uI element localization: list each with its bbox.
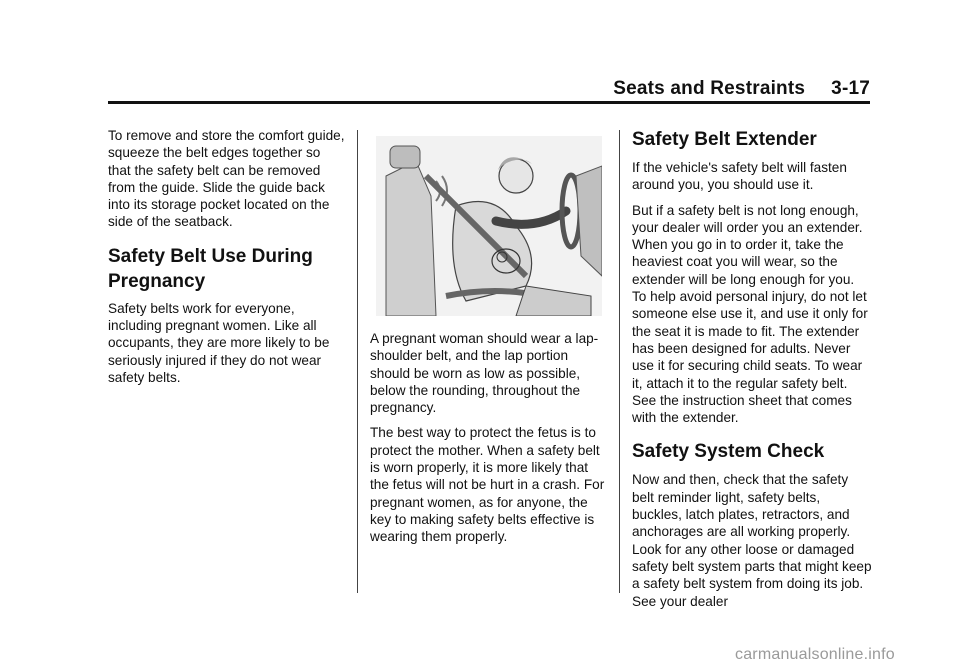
comfort-guide-paragraph: To remove and store the comfort guide, squeeze the belt edges together so that the safety belt can be removed from the guide. Slide the guide back into its storage pocket located on the side of the seatback. (108, 128, 345, 230)
section-title: Seats and Restraints (613, 78, 806, 99)
page-number: 3-17 (831, 78, 870, 99)
heading-pregnancy: Safety Belt Use During Pregnancy (108, 245, 313, 292)
column-divider-1 (357, 130, 358, 593)
extender-intro-paragraph: If the vehicle's safety belt will fasten around you, you should use it. (632, 160, 847, 193)
watermark-text: carmanualsonline.info (735, 646, 895, 663)
pregnancy-paragraph: Safety belts work for everyone, including pregnant women. Like all occupants, they are more likely to be seriously injured if they do not wear safety belts. (108, 300, 330, 385)
header-rule (108, 101, 870, 104)
heading-extender: Safety Belt Extender (632, 129, 817, 150)
column-1 (108, 127, 346, 394)
lap-belt-paragraph: A pregnant woman should wear a lap-shoulder belt, and the lap portion should be worn as low as possible, below the rounding, throughout the pregnancy. (370, 331, 599, 416)
page-header (108, 78, 870, 100)
column-3 (632, 127, 872, 618)
protect-fetus-paragraph: The best way to protect the fetus is to protect the mother. When a safety belt is worn properly, it is more likely that the fetus will not be hurt in a crash. For pregnant women, as for anyone, the key to making safety belts effective is wearing them properly. (370, 425, 605, 545)
system-check-paragraph: Now and then, check that the safety belt reminder light, safety belts, buckles, latch plates, retractors, and anchorages are all working properly. Look for any other loose or damaged safety belt system parts that might keep a safety belt system from doing its job. See your dealer (632, 472, 872, 609)
pregnant-woman-illustration (376, 136, 602, 316)
column-2 (370, 330, 610, 554)
extender-detail-paragraph: But if a safety belt is not long enough, your dealer will order you an extender. When you go in to order it, take the heaviest coat you will wear, so the extender will be long enough for you. To help avoid personal injury, do not let someone else use it, and use it only for the seat it is made to fit. The extender has been designed for adults. Never use it for securing child seats. To wear it, attach it to the regular safety belt. See the instruction sheet that comes with the extender. (632, 202, 868, 426)
heading-system-check: Safety System Check (632, 441, 825, 463)
column-divider-2 (619, 130, 620, 593)
